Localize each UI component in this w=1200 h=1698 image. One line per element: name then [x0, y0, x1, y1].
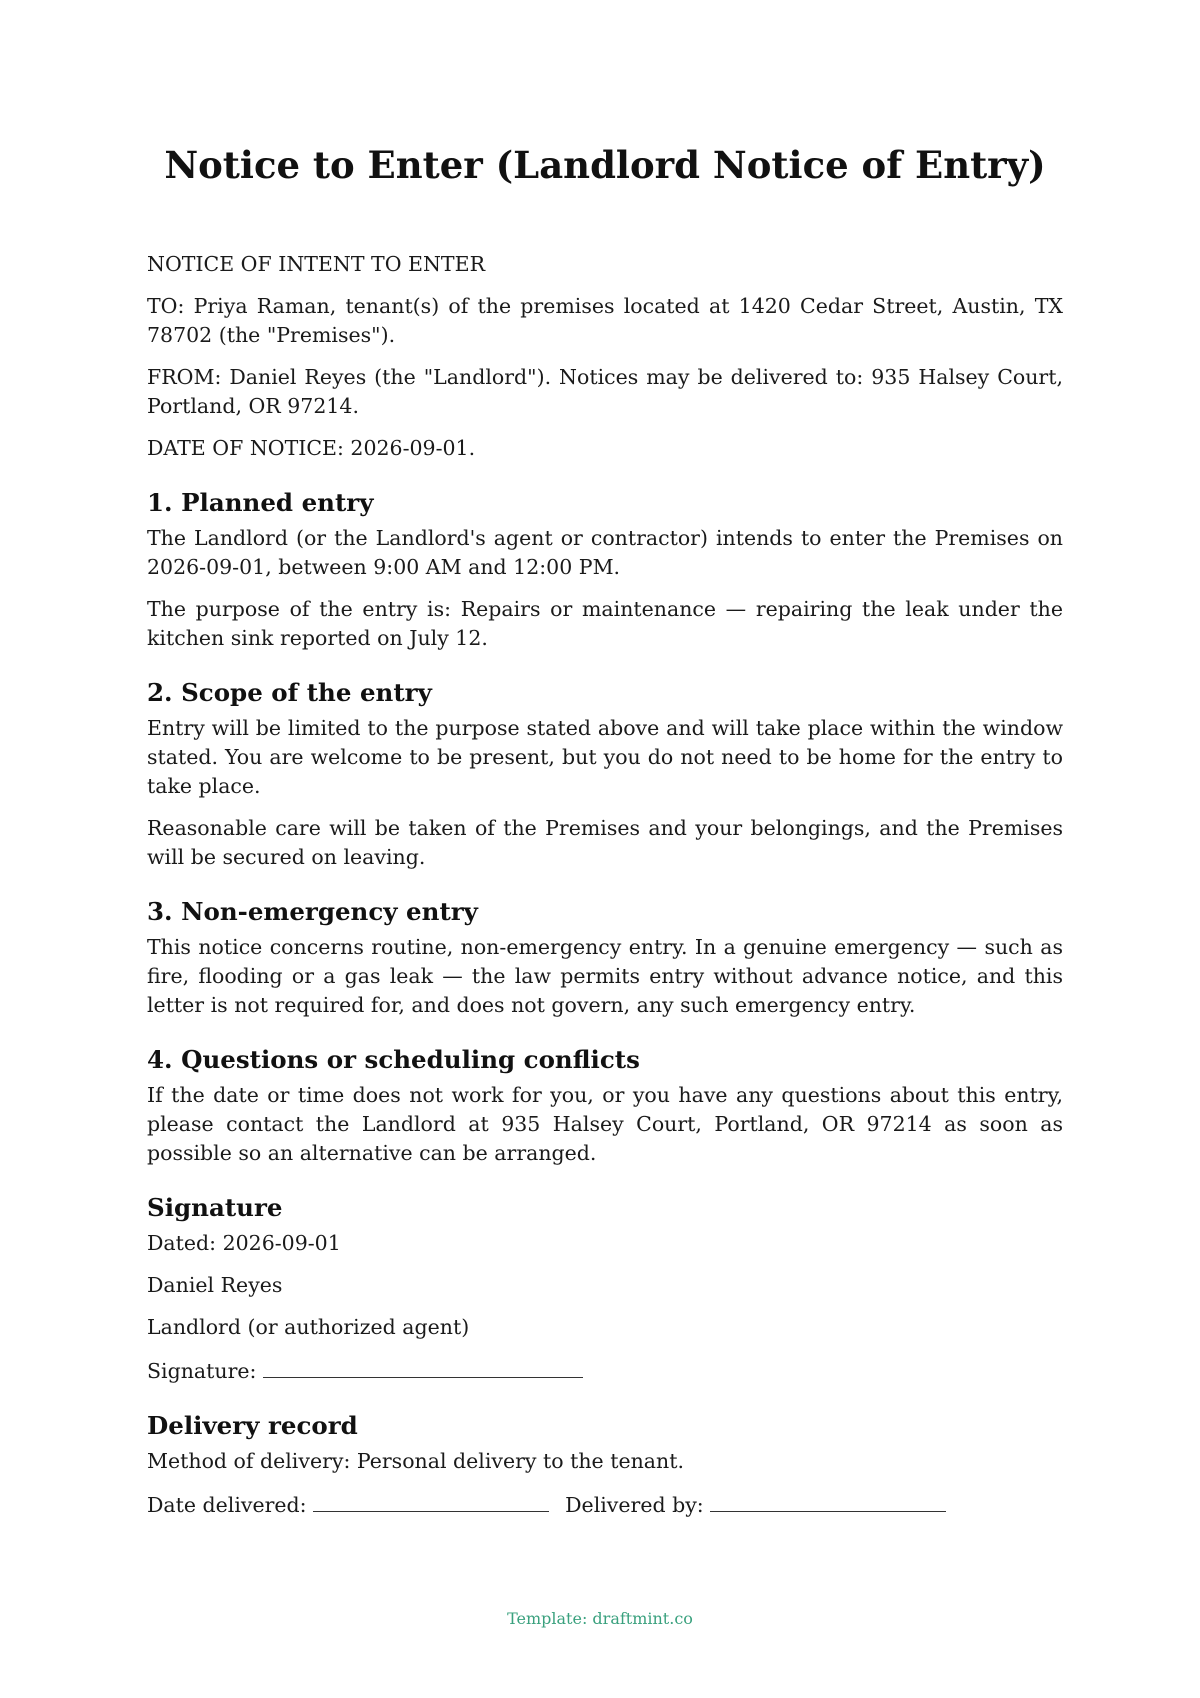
section-paragraph: Reasonable care will be taken of the Premises and your belongings, and the Premises will be secured on leaving. [147, 816, 1063, 869]
section-paragraph: This notice concerns routine, non-emergency entry. In a genuine emergency — such as fire, flooding or a gas leak — the law permits entry without advance notice, and this letter is not required for, and does not govern, any such emergency entry. [147, 935, 1063, 1017]
section-paragraph: If the date or time does not work for you, or you have any questions about this entry, please contact the Landlord at 935 Halsey Court, Portland, OR 97214 as soon as possible so an alternative can be arranged. [147, 1083, 1063, 1165]
signature-role: Landlord (or authorized agent) [147, 1315, 470, 1339]
document-title: Notice to Enter (Landlord Notice of Entry) [164, 143, 1046, 187]
intro-from: FROM: Daniel Reyes (the "Landlord"). Notices may be delivered to: 935 Halsey Court, Portland, OR 97214. [147, 365, 1063, 418]
section-paragraph: The Landlord (or the Landlord's agent or contractor) intends to enter the Premises on 2026-09-01, between 9:00 AM and 12:00 PM. [147, 526, 1063, 579]
delivery-line [147, 1489, 1063, 1520]
section-heading-questions: 4. Questions or scheduling conflicts [147, 1045, 640, 1074]
delivered-by-label: Delivered by: [565, 1493, 704, 1517]
delivery-heading: Delivery record [147, 1411, 358, 1440]
section-paragraph: The purpose of the entry is: Repairs or maintenance — repairing the leak under the kitchen sink reported on July 12. [147, 597, 1063, 650]
delivery-method: Method of delivery: Personal delivery to the tenant. [147, 1449, 684, 1473]
section-paragraph: Entry will be limited to the purpose stated above and will take place within the window stated. You are welcome to be present, but you do not need to be home for the entry to take place. [147, 716, 1063, 798]
intro-heading: NOTICE OF INTENT TO ENTER [147, 252, 485, 276]
signature-label: Signature: [147, 1359, 257, 1383]
signature-dated: Dated: 2026-09-01 [147, 1231, 341, 1255]
section-heading-planned-entry: 1. Planned entry [147, 488, 374, 517]
intro-to: TO: Priya Raman, tenant(s) of the premises located at 1420 Cedar Street, Austin, TX 78702 (the "Premises"). [147, 294, 1063, 347]
intro-date: DATE OF NOTICE: 2026-09-01. [147, 436, 476, 460]
signature-line [147, 1355, 1063, 1386]
signature-blank[interactable] [263, 1355, 583, 1378]
section-heading-scope: 2. Scope of the entry [147, 678, 432, 707]
document-body [147, 250, 1063, 1533]
delivered-by-blank[interactable] [710, 1489, 946, 1512]
date-delivered-label: Date delivered: [147, 1493, 307, 1517]
template-footer: Template: draftmint.co [507, 1609, 693, 1628]
date-delivered-blank[interactable] [313, 1489, 549, 1512]
section-heading-non-emergency: 3. Non-emergency entry [147, 897, 478, 926]
signature-name: Daniel Reyes [147, 1273, 283, 1297]
signature-heading: Signature [147, 1193, 283, 1222]
